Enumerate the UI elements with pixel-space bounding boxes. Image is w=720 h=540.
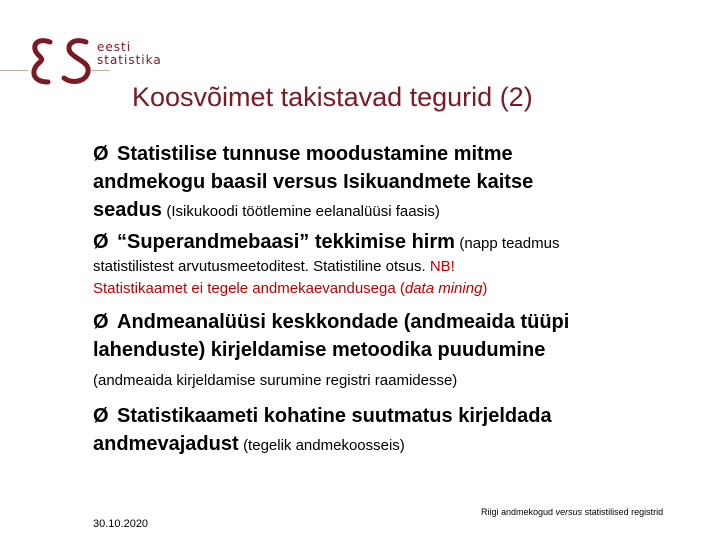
bullet-arrow-icon: Ø [93,143,109,165]
bullet-3-note: (andmeaida kirjeldamise surumine registri raamidesse) [93,372,458,389]
bullet-1-note: (Isikukoodi töötlemine eelanalüüsi faasis) [166,203,440,220]
nb-label: NB! [429,258,455,275]
slide-title: Koosvõimet takistavad tegurid (2) [132,82,533,112]
bullet-3-line-2: lahenduste) kirjeldamise metoodika puudumine [93,339,546,361]
bullet-item-4 [93,402,693,458]
data-mining-term: data mining [404,280,483,297]
brand-wordmark [97,41,162,67]
footer-caption [481,507,663,517]
bullet-arrow-icon: Ø [93,311,109,333]
es-logo-icon [0,20,100,100]
brand-line-1: eesti [97,40,132,54]
bullet-2-line-3-b: ) [482,280,488,297]
footer-date: 30.10.2020 [93,518,149,530]
bullet-1-line-2: andmekogu baasil versus Isikuandmete kaitse [93,171,534,193]
bullet-2-line-2: statistilistest arvutusmeetoditest. Statistiline otsus. [93,258,426,275]
brand-line-2: statistika [97,53,162,67]
bullet-1-line-3: seadus [93,199,162,221]
bullet-4-line-2: andmevajadust [93,433,239,455]
bullet-1-line-1: Statistilise tunnuse moodustamine mitme [117,143,513,165]
bullet-item-3 [93,308,693,392]
footer-caption-b: statistilised registrid [584,507,664,517]
bullet-item-2 [93,228,693,300]
bullet-2-line-3 [93,278,693,300]
bullet-item-1 [93,140,693,224]
bullet-2-line-3-a: Statistikaamet ei tegele andmekaevandusega ( [93,280,405,297]
footer-caption-italic: versus [555,507,583,517]
logo-divider-left [0,70,28,71]
bullet-2-line-1: “Superandmebaasi” tekkimise hirm [117,231,455,253]
bullet-4-line-1: Statistikaameti kohatine suutmatus kirjeldada [117,405,552,427]
footer-caption-a: Riigi andmekogud [481,507,554,517]
bullet-4-note: (tegelik andmekoosseis) [243,437,405,454]
logo-divider-mid [92,70,110,71]
bullet-arrow-icon: Ø [93,231,109,253]
bullet-3-line-1: Andmeanalüüsi keskkondade (andmeaida tüüpi [117,311,570,333]
bullet-arrow-icon: Ø [93,405,109,427]
bullet-2-note: (napp teadmus [459,235,560,252]
bullet-list [93,140,693,458]
